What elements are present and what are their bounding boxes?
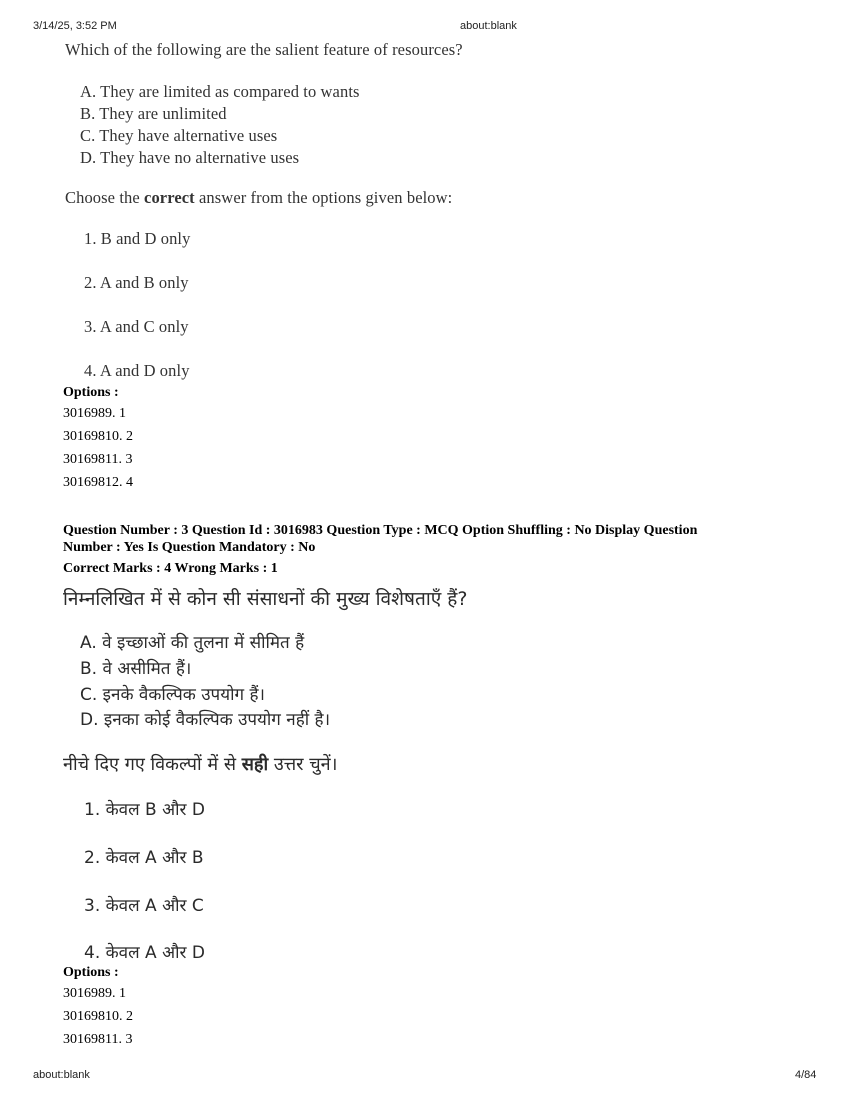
option-item: 30169810. 2 [63,1009,133,1024]
statement-b: B. They are unlimited [80,104,227,123]
statement-a: A. They are limited as compared to wants [80,82,360,101]
statement-b: B. वे असीमित हैं। [80,659,192,679]
option-item: 30169811. 3 [63,1032,133,1047]
option-item: 30169811. 3 [63,452,133,467]
print-datetime: 3/14/25, 3:52 PM [33,20,117,32]
statement-a: A. वे इच्छाओं की तुलना में सीमित हैं [80,633,305,653]
question-2-text: Which of the following are the salient feature of resources? [65,40,463,59]
choice-1: 1. केवल B और D [84,800,205,820]
choice-3: 3. केवल A और C [84,896,204,916]
statement-d: D. इनका कोई वैकल्पिक उपयोग नहीं है। [80,710,331,730]
choice-3: 3. A and C only [84,317,189,336]
choice-2: 2. A and B only [84,273,189,292]
question-3-text: निम्नलिखित में से कोन सी संसाधनों की मुख्य विशेषताएँ हैं? [63,588,468,610]
instruction: Choose the correct answer from the options given below: [65,188,453,207]
question-3-marks: Correct Marks : 4 Wrong Marks : 1 [63,561,278,576]
choice-2: 2. केवल A और B [84,848,204,868]
option-item: 30169810. 2 [63,429,133,444]
question-3-meta-line-2: Number : Yes Is Question Mandatory : No [63,540,316,555]
choice-4: 4. केवल A और D [84,943,205,963]
options-label: Options : [63,965,119,980]
option-item: 3016989. 1 [63,986,126,1001]
statement-d: D. They have no alternative uses [80,148,300,167]
page-number: 4/84 [795,1069,817,1081]
question-3-meta-line-1: Question Number : 3 Question Id : 3016983 Question Type : MCQ Option Shuffling : No Display Question [63,523,698,538]
option-item: 3016989. 1 [63,406,126,421]
option-item: 30169812. 4 [63,475,133,490]
statement-c: C. इनके वैकल्पिक उपयोग हैं। [80,685,265,705]
statement-c: C. They have alternative uses [80,126,278,145]
instruction: नीचे दिए गए विकल्पों में से सही उत्तर चुनें। [63,754,338,775]
choice-1: 1. B and D only [84,229,191,248]
print-url: about:blank [460,20,517,32]
options-label: Options : [63,385,119,400]
choice-4: 4. A and D only [84,361,190,380]
footer-url: about:blank [33,1069,90,1081]
